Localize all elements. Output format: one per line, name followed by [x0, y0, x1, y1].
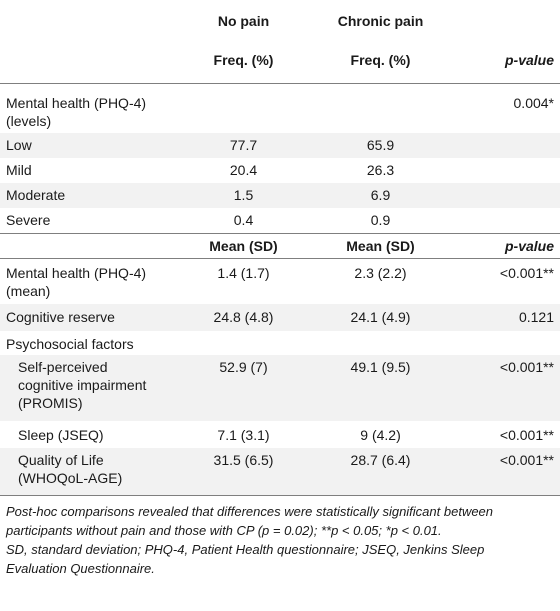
cell-pvalue: <0.001** — [456, 448, 560, 495]
group-label: Psychosocial factors — [6, 336, 134, 352]
table-row — [0, 183, 560, 208]
header-mean-chronic: Mean (SD) — [305, 233, 456, 258]
row-label: Moderate — [0, 183, 182, 208]
table-footnotes — [0, 496, 560, 578]
header-row-metrics — [0, 37, 560, 83]
row-label: Mental health (PHQ-4) — [6, 264, 147, 281]
row-label-cont: (PROMIS) — [18, 395, 83, 411]
table-row-qol — [0, 448, 560, 495]
table-row — [0, 158, 560, 183]
cell-no-pain: 52.9 (7) — [182, 355, 305, 421]
table-row — [0, 133, 560, 158]
row-label: Sleep (JSEQ) — [18, 427, 104, 443]
cell-chronic: 28.7 (6.4) — [305, 448, 456, 495]
cell-no-pain: 31.5 (6.5) — [182, 448, 305, 495]
pvalue-phq4-levels: 0.004* — [513, 94, 554, 111]
table-row-phq4-mean — [0, 258, 560, 304]
cell-no-pain: 7.1 (3.1) — [217, 427, 270, 443]
row-label: Self-perceived — [18, 359, 108, 375]
table-row-sleep — [0, 421, 560, 448]
row-label: Cognitive reserve — [0, 304, 182, 331]
cell-no-pain: 0.4 — [233, 212, 254, 228]
cell-no-pain: 1.5 — [182, 183, 305, 208]
cell-no-pain: 77.7 — [182, 133, 305, 158]
header-pvalue-2: p-value — [504, 237, 554, 254]
cell-pvalue: <0.001** — [499, 427, 554, 443]
footnote-line: Evaluation Questionnaire. — [6, 560, 155, 576]
cell-chronic: 65.9 — [305, 133, 456, 158]
header-row-mean — [0, 233, 560, 258]
cell-no-pain: 1.4 (1.7) — [217, 264, 270, 281]
table-row-promis — [0, 355, 560, 421]
header-chronic-pain: Chronic pain — [337, 13, 424, 29]
cell-chronic: 24.1 (4.9) — [305, 304, 456, 331]
header-freq-no-pain: Freq. (%) — [182, 37, 305, 83]
header-pvalue: p-value — [504, 52, 554, 68]
cell-chronic: 26.3 — [366, 162, 395, 178]
cell-pvalue: <0.001** — [456, 355, 560, 421]
footnote-line: participants without pain and those with CP (p = 0.02); **p < 0.05; *p < 0.01. — [6, 522, 442, 538]
table-row-psychosocial — [0, 331, 560, 355]
row-label: Mild — [6, 162, 32, 178]
cell-pvalue: 0.121 — [456, 304, 560, 331]
cell-no-pain: 24.8 (4.8) — [182, 304, 305, 331]
header-freq-chronic: Freq. (%) — [305, 37, 456, 83]
row-label: Mental health (PHQ-4) — [6, 94, 147, 111]
cell-pvalue: <0.001** — [499, 264, 554, 281]
cell-chronic: 2.3 (2.2) — [354, 264, 407, 281]
header-mean-no-pain: Mean (SD) — [182, 233, 305, 258]
cell-no-pain: 20.4 — [229, 162, 258, 178]
cell-chronic: 9 (4.2) — [360, 427, 401, 443]
row-label-cont: (WHOQoL-AGE) — [18, 470, 123, 486]
table-row-cognitive-reserve — [0, 304, 560, 331]
row-label-cont: (mean) — [6, 282, 51, 299]
header-row-groups — [0, 0, 560, 37]
table-row-phq4-levels — [0, 83, 560, 133]
cell-chronic: 6.9 — [305, 183, 456, 208]
row-label: Low — [0, 133, 182, 158]
footnote-line: Post-hoc comparisons revealed that differences were statistically significant between — [6, 503, 494, 519]
table-row — [0, 208, 560, 233]
cell-chronic: 49.1 (9.5) — [305, 355, 456, 421]
row-label: Quality of Life — [18, 452, 104, 468]
row-label: Severe — [6, 212, 51, 228]
footnote-line: SD, standard deviation; PHQ-4, Patient Health questionnaire; JSEQ, Jenkins Sleep — [6, 541, 485, 557]
cell-chronic: 0.9 — [370, 212, 391, 228]
row-label-cont: cognitive impairment — [18, 377, 147, 393]
header-no-pain: No pain — [217, 13, 270, 29]
row-label-cont: (levels) — [6, 112, 52, 129]
